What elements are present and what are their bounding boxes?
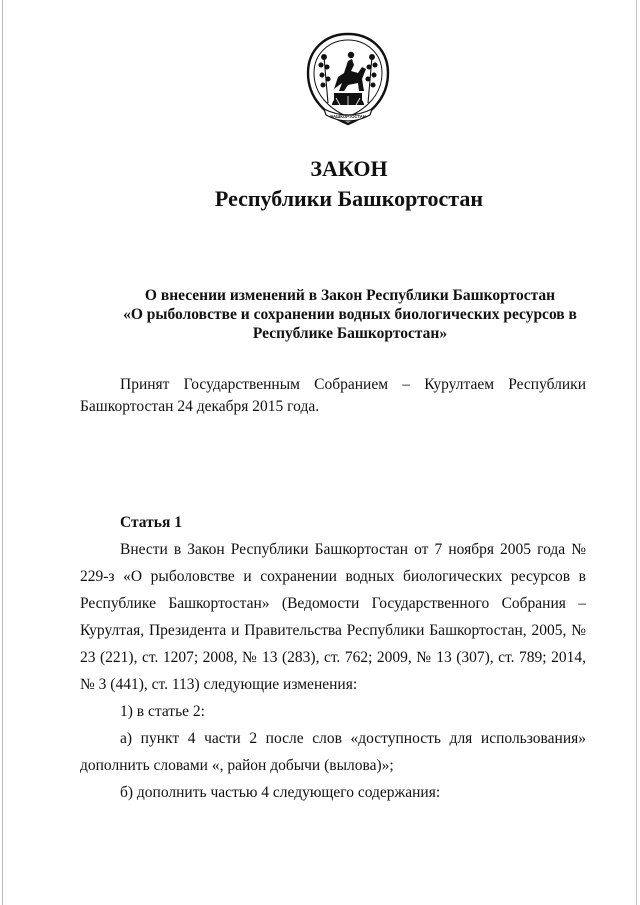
- coat-of-arms-icon: [304, 31, 392, 129]
- article-title: Статья 1: [120, 514, 182, 531]
- article-body: [80, 536, 586, 806]
- scan-edge-right: [636, 0, 637, 905]
- law-heading-line-1: О внесении изменений в Закон Республики Башкортостан: [144, 287, 556, 304]
- law-heading-line-3: Республике Башкортостан»: [252, 325, 448, 342]
- adoption-statement: Принят Государственным Собранием – Курултаем Республики Башкортостан 24 декабря 2015 года.: [80, 376, 586, 415]
- article-paragraph: б) дополнить частью 4 следующего содержания:: [120, 784, 441, 801]
- article-paragraph: Внести в Закон Республики Башкортостан от 7 ноября 2005 года № 229-з «О рыболовстве и сохранении водных биологических ресурсов в Республике Башкортостан» (Ведомости Государственного Собрания – Курултая, Президента и Правительства Республики Башкортостан, 2005, № 23 (221), ст. 1207; 2008, № 13 (283), ст. 762; 2009, № 13 (307), ст. 789; 2014, № 3 (441), ст. 113) следующие изменения:: [80, 541, 586, 693]
- emblem-ribbon-text: БАШКОРТОСТАН: [330, 114, 366, 119]
- law-heading: [80, 286, 620, 343]
- document-title: ЗАКОН: [310, 156, 388, 181]
- document-subtitle: Республики Башкортостан: [214, 186, 484, 211]
- law-heading-line-2: «О рыболовстве и сохранении водных биологических ресурсов в: [123, 306, 577, 323]
- article-paragraph: 1) в статье 2:: [120, 703, 205, 720]
- scan-edge-left: [2, 0, 3, 905]
- article-paragraph: а) пункт 4 части 2 после слов «доступность для использования» дополнить словами «, район добычи (вылова)»;: [80, 730, 586, 774]
